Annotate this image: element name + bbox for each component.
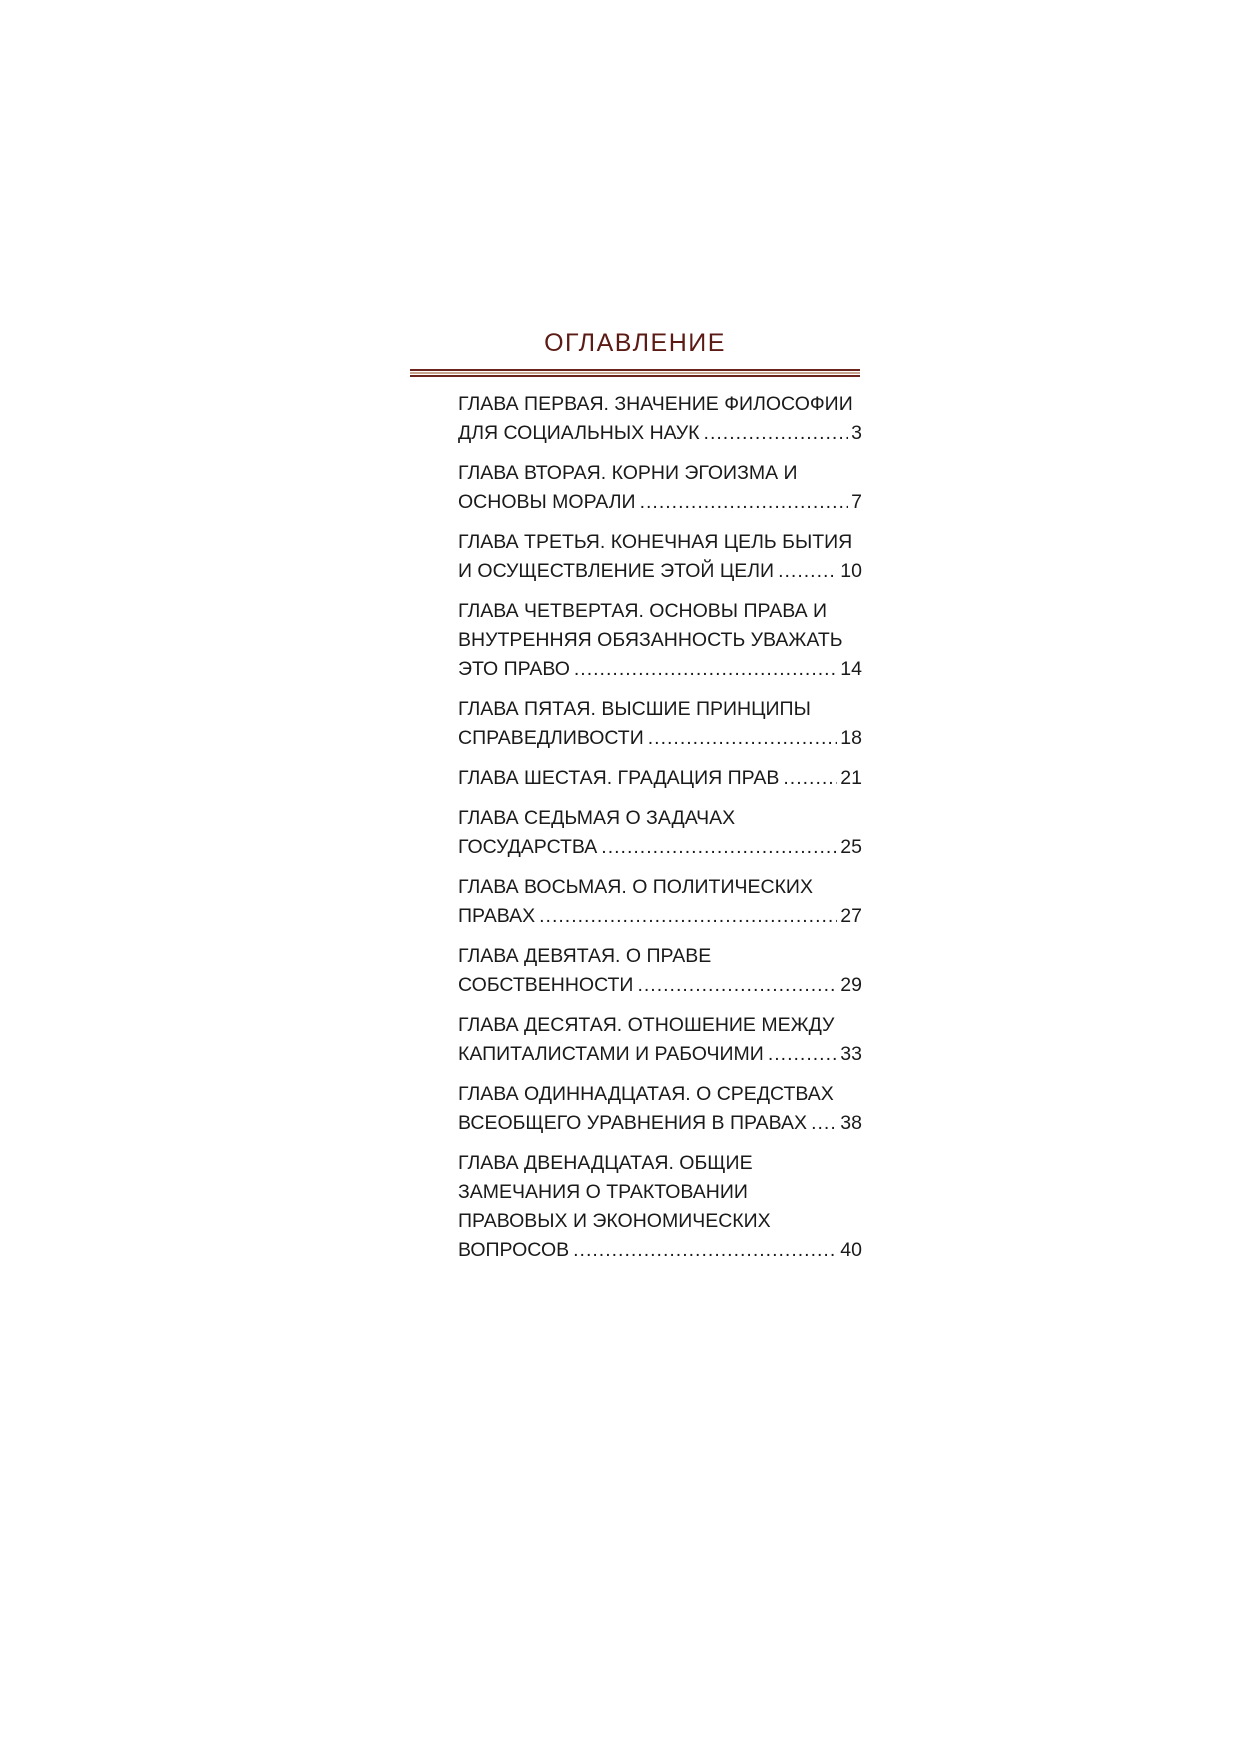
- page-number: 33: [840, 1043, 862, 1065]
- toc-entry-last-line: [458, 971, 862, 1000]
- toc-entry-title-line: ГЛАВА ПЯТАЯ. ВЫСШИЕ ПРИНЦИПЫ: [458, 698, 811, 720]
- toc-entry-title-line: И ОСУЩЕСТВЛЕНИЕ ЭТОЙ ЦЕЛИ: [458, 560, 775, 582]
- dot-leader: [574, 655, 837, 684]
- toc-entry[interactable]: [458, 873, 862, 931]
- toc-entry-title-line: ГЛАВА ОДИННАДЦАТАЯ. О СРЕДСТВАХ: [458, 1083, 834, 1105]
- toc-entry-title-line: ЭТО ПРАВО: [458, 658, 570, 680]
- toc-entry-title-line: ДЛЯ СОЦИАЛЬНЫХ НАУК: [458, 422, 700, 444]
- toc-entry-last-line: [458, 1040, 862, 1069]
- title-divider: [410, 369, 860, 377]
- page-number: 18: [840, 727, 862, 749]
- dot-leader: [601, 833, 837, 862]
- dot-leader: [539, 902, 837, 931]
- toc-entry-title-line: ГЛАВА ВТОРАЯ. КОРНИ ЭГОИЗМА И: [458, 462, 798, 484]
- toc-title: ОГЛАВЛЕНИЕ: [544, 329, 726, 357]
- dot-leader: [637, 971, 837, 1000]
- toc-entry-title-line: СОБСТВЕННОСТИ: [458, 974, 634, 996]
- toc-entry[interactable]: [458, 764, 862, 793]
- toc-entry-title-line: ВСЕОБЩЕГО УРАВНЕНИЯ В ПРАВАХ: [458, 1112, 808, 1134]
- toc-entry-title-line: ГЛАВА ДВЕНАДЦАТАЯ. ОБЩИЕ: [458, 1152, 753, 1174]
- toc-entry[interactable]: [458, 804, 862, 862]
- toc-entry[interactable]: [458, 1149, 862, 1265]
- toc-entry-title-line: ГЛАВА ЧЕТВЕРТАЯ. ОСНОВЫ ПРАВА И: [458, 600, 828, 622]
- toc-entry-title-line: ПРАВАХ: [458, 905, 536, 927]
- toc-entry-title-line: ГЛАВА ШЕСТАЯ. ГРАДАЦИЯ ПРАВ: [458, 767, 780, 789]
- toc-entry-last-line: [458, 1109, 862, 1138]
- dot-leader: [648, 724, 838, 753]
- toc-entry-title-line: ВНУТРЕННЯЯ ОБЯЗАННОСТЬ УВАЖАТЬ: [458, 629, 843, 651]
- toc-entry[interactable]: [458, 695, 862, 753]
- page-number: 7: [851, 491, 862, 513]
- dot-leader: [778, 557, 837, 586]
- page-number: 29: [840, 974, 862, 996]
- toc-entry-last-line: [458, 655, 862, 684]
- toc-entry-last-line: [458, 557, 862, 586]
- dot-leader: [811, 1109, 837, 1138]
- toc-entry-title-line: ЗАМЕЧАНИЯ О ТРАКТОВАНИИ: [458, 1181, 748, 1203]
- toc-entry-title-line: ГЛАВА ДЕСЯТАЯ. ОТНОШЕНИЕ МЕЖДУ: [458, 1014, 835, 1036]
- page-number: 25: [840, 836, 862, 858]
- dot-leader: [783, 764, 837, 793]
- dot-leader: [573, 1236, 837, 1265]
- toc-entry[interactable]: [458, 528, 862, 586]
- toc-entry-title-line: ГЛАВА ПЕРВАЯ. ЗНАЧЕНИЕ ФИЛОСОФИИ: [458, 393, 853, 415]
- toc-entry-title-line: ГЛАВА ДЕВЯТАЯ. О ПРАВЕ: [458, 945, 712, 967]
- toc-entry[interactable]: [458, 597, 862, 684]
- toc-entry[interactable]: [458, 1080, 862, 1138]
- toc-entry-title-line: ОСНОВЫ МОРАЛИ: [458, 491, 636, 513]
- toc-entry-title-line: ГЛАВА ТРЕТЬЯ. КОНЕЧНАЯ ЦЕЛЬ БЫТИЯ: [458, 531, 853, 553]
- page-number: 27: [840, 905, 862, 927]
- toc-entry-last-line: [458, 724, 862, 753]
- toc-entry-title-line: ГЛАВА СЕДЬМАЯ О ЗАДАЧАХ: [458, 807, 736, 829]
- dot-leader: [640, 488, 849, 517]
- toc-entry-last-line: [458, 1236, 862, 1265]
- page-number: 40: [840, 1239, 862, 1261]
- toc-entry-last-line: [458, 833, 862, 862]
- toc-entry-last-line: [458, 488, 862, 517]
- toc-entry[interactable]: [458, 390, 862, 448]
- toc-entry-title-line: ГЛАВА ВОСЬМАЯ. О ПОЛИТИЧЕСКИХ: [458, 876, 813, 898]
- toc-entry-last-line: [458, 764, 862, 793]
- toc-entry[interactable]: [458, 459, 862, 517]
- toc-entry-title-line: ПРАВОВЫХ И ЭКОНОМИЧЕСКИХ: [458, 1210, 771, 1232]
- dot-leader: [704, 419, 849, 448]
- toc-entry-last-line: [458, 419, 862, 448]
- dot-leader: [768, 1040, 837, 1069]
- toc-entry-title-line: ГОСУДАРСТВА: [458, 836, 598, 858]
- toc-entry-title-line: СПРАВЕДЛИВОСТИ: [458, 727, 644, 749]
- page-number: 3: [851, 422, 862, 444]
- toc-list: [458, 390, 862, 1276]
- page-number: 10: [840, 560, 862, 582]
- toc-entry-title-line: ВОПРОСОВ: [458, 1239, 570, 1261]
- page-number: 14: [840, 658, 862, 680]
- page-number: 38: [840, 1112, 862, 1134]
- page-number: 21: [840, 767, 862, 789]
- toc-entry-last-line: [458, 902, 862, 931]
- toc-entry-title-line: КАПИТАЛИСТАМИ И РАБОЧИМИ: [458, 1043, 764, 1065]
- toc-entry[interactable]: [458, 942, 862, 1000]
- toc-entry[interactable]: [458, 1011, 862, 1069]
